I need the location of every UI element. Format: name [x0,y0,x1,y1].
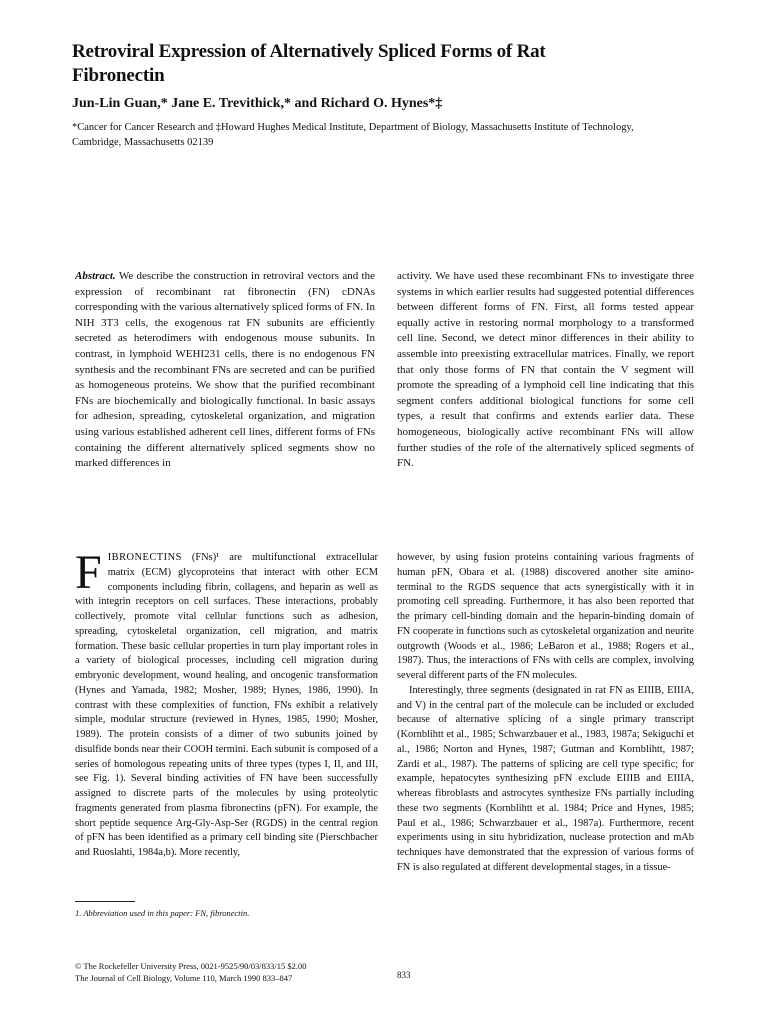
body-paragraph-1: however, by using fusion proteins containing various fragments of human pFN, Obara et al. (1988) discovered another site amino-terminal to the RGDS sequence that acts synergistically with it in promoting cell spreading. Furthermore, it has also been reported that the primary cell-binding domain and the heparin-binding domain of FN cooperate in functions such as cytoskeletal organization and neurite outgrowth (Woods et al., 1986; LeBaron et al., 1988; Rogers et al., 1987). Thus, the interactions of FNs with cells are complex, involving several different parts of the FN molecules. [397,552,694,681]
page-number: 833 [397,970,411,980]
body-paragraph-2: Interestingly, three segments (designated in rat FN as EIIIB, EIIIA, and V) in the central part of the molecule can be included or excluded because of alternative splicing of a single primary transcript (Kornblihtt et al., 1985; Schwarzbauer et al., 1983, 1987a; Sekiguchi et al., 1986; Norton and Hynes, 1987; Gutman and Kornblihtt, 1987; Zardi et al., 1987). The patterns of splicing are cell type specific; for example, hepatocytes synthesizing pFN exclude EIIIB and EIIIA, whereas fibroblasts and astrocytes synthesize FNs partially including these two segments (Kornblihtt et al. 1984; Price and Hynes, 1985; Paul et al., 1986; Schwarzbauer et al., 1987a). Furthermore, recent experiments using in situ hybridization, nuclease protection and mAb techniques have demonstrated that the expression of various forms of FN is also regulated at different developmental stages, in a tissue- [397,684,694,873]
abstract-label: Abstract. [75,270,116,282]
body-left-column [75,546,378,861]
footnote: 1. Abbreviation used in this paper: FN, fibronectin. [75,908,250,918]
body-right-column [397,551,694,876]
author-list: Jun-Lin Guan,* Jane E. Trevithick,* and Richard O. Hynes*‡ [72,96,443,111]
body-text-left: (FNs)¹ are multifunctional extracellular matrix (ECM) glycoproteins that interact with other ECM components including fibrin, collagens, and heparin as well as with integrin receptors on cell surfaces. These interactions, probably collectively, promote vital cellular functions such as adhesion, spreading, cytoskeletal organization, cell migration, and matrix formation. These basic cellular properties in turn play important roles in a variety of biological processes, including cell migration during embryonic development, wound healing, and oncogenic transformation (Hynes and Yamada, 1982; Mosher, 1989; Hynes, 1986, 1990). In contrast with these complexities of function, FNs exhibit a relatively simple, modular structure (reviewed in Hynes, 1985, 1990; Mosher, 1989). The protein consists of a dimer of two subunits joined by disulfide bonds near their COOH termini. Each subunit is composed of a series of homologous repeating units of three types (types I, II, and III, see Fig. 1). Several binding activities of FN have been successfully assigned to discrete parts of the molecules by using proteolytic fragments generated from plasma fibronectins (pFN). For example, the short peptide sequence Arg-Gly-Asp-Ser (RGDS) in the central region of pFN has been identified as a primary cell binding site (Pierschbacher and Ruoslahti, 1984a,b). More recently, [75,552,378,858]
copyright-line-2: The Journal of Cell Biology, Volume 110, March 1990 833–847 [75,973,293,983]
abstract-text-left: We describe the construction in retroviral vectors and the expression of recombinant rat fibronectin (FN) cDNAs corresponding with the various alternatively spliced forms of FN. In NIH 3T3 cells, the exogenous rat FN subunits are efficiently secreted as heterodimers with endogenous mouse subunits. In contrast, in lymphoid WEHI231 cells, there is no endogenous FN synthesis and the recombinant FNs are secreted and can be purified as homogeneous proteins. We show that the purified recombinant FNs are biochemically and biologically functional. In basic assays for adhesion, spreading, cytoskeletal organization, and migration using various established adherent cell lines, different forms of FNs containing the different alternatively spliced segments show no marked differences in [75,270,375,470]
drop-cap: F [75,546,102,599]
footnote-rule [75,901,135,902]
abstract-right-column [397,269,694,472]
lead-smallcaps: IBRONECTINS [107,552,182,563]
paper-title: Retroviral Expression of Alternatively Spliced Forms of Rat Fibronectin [72,41,546,86]
affiliation: *Cancer for Cancer Research and ‡Howard Hughes Medical Institute, Department of Biology, Massachusetts Institute of Technology, Cambridge, Massachusetts 02139 [72,122,634,148]
abstract-text-right: activity. We have used these recombinant FNs to investigate three systems in which earlier results had suggested potential differences between different forms of FN. First, all forms tested appear equally active in restoring normal morphology to a transformed cell line. Second, we detect minor differences in their ability to assemble into preexisting extracellular matrices. Finally, we report that only those forms of FN that contain the V segment will promote the spreading of a lymphoid cell line indicating that this segment confers additional biological functions for some cell types, a result that confirms and extends earlier data. These homogeneous, biologically active recombinant FNs will allow further studies of the role of the alternatively spliced segments of FN. [397,270,694,470]
copyright-block [75,960,395,984]
abstract-left-column [75,269,375,472]
copyright-line-1: © The Rockefeller University Press, 0021-9525/90/03/833/15 $2.00 [75,961,307,971]
